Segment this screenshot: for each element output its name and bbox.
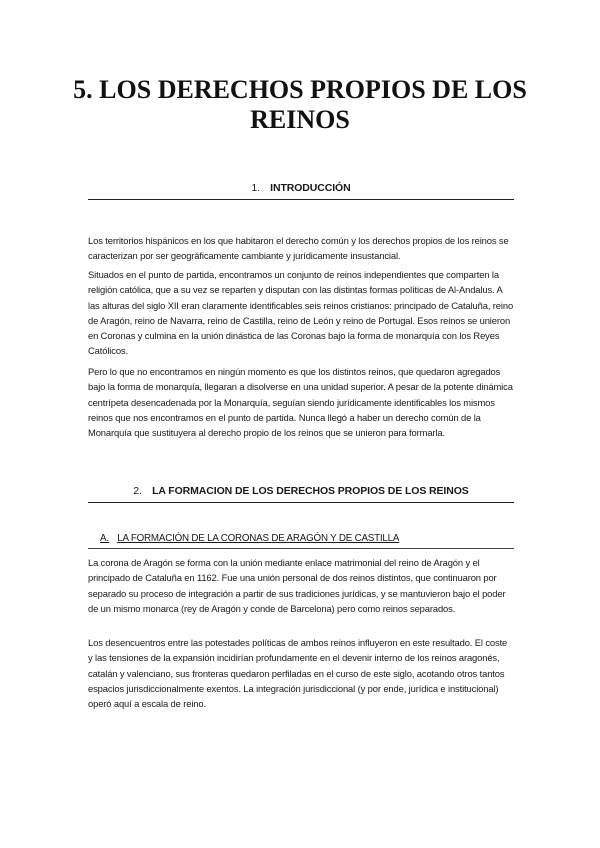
section-heading-label: LA FORMACION DE LOS DERECHOS PROPIOS DE LOS REINOS xyxy=(152,485,469,497)
subsection-heading-label: LA FORMACIÓN DE LA CORONAS DE ARAGÓN Y DE CASTILLA xyxy=(117,533,400,544)
paragraph: La corona de Aragón se forma con la unión mediante enlace matrimonial del reino de Aragón y el principado de Cataluña en 1162. Fue una unión personal de dos reinos distintos, que continuaron por separado su proceso de integración a partir de sus tradiciones jurídicas, y se mantuvieron bajo el poder de un mismo monarca (rey de Aragón y conde de Barcelona) pero como reinos separados. xyxy=(88,557,506,614)
section-number: 2. xyxy=(133,485,143,497)
paragraph: Pero lo que no encontramos en ningún momento es que los distintos reinos, que quedaron agregados bajo la forma de monarquía, llegaran a disolverse en una unidad superior. A pesar de la potente dinámica centrípeta desencadenada por la Monarquía, seguían siendo jurídicamente identificables los mismos reinos que nos encontramos en el punto de partida. Nunca llegó a haber un derecho común de la Monarquía que sustituyera al derecho propio de los reinos que se unieron para formarla. xyxy=(88,366,513,439)
section-heading-formacion xyxy=(88,484,514,503)
section-heading-introduccion xyxy=(88,181,514,200)
subsection-letter: A. xyxy=(100,533,110,544)
paragraph: Los territorios hispánicos en los que habitaron el derecho común y los derechos propios de los reinos se caracterizan por ser geográficamente cambiante y jurídicamente insustancial. xyxy=(88,235,509,262)
section-heading-label: INTRODUCCIÓN xyxy=(270,182,351,194)
paragraph: Situados en el punto de partida, encontramos un conjunto de reinos independientes que comparten la religión católica, que a su vez se reparten y disputan con las distintas formas políticas de Al-Andalus. A las alturas del siglo XII eran claramente identificables seis reinos cristianos: principado de Cataluña, reino de Aragón, reino de Navarra, reino de Castilla, reino de León y reino de Portugal. Esos reinos se unieron en Coronas y culmina en la unión dinástica de las Coronas bajo la forma de monarquía con los Reyes Católicos. xyxy=(88,269,514,357)
page-title: 5. LOS DERECHOS PROPIOS DE LOS REINOS xyxy=(73,75,527,134)
section-number: 1. xyxy=(251,182,261,194)
subsection-heading-coronas xyxy=(88,532,514,549)
paragraph: Los desencuentros entre las potestades políticas de ambos reinos influyeron en este resultado. El coste y las tensiones de la expansión incidirían profundamente en el devenir interno de los reinos aragonés, catalán y valenciano, sus fronteras quedaron perfiladas en el curso de este siglo, acotando otros tantos espacios jurisdiccionalmente exentos. La integración jurisdiccional (y por ende, jurídica e institucional) operó aquí a escala de reino. xyxy=(88,637,508,710)
